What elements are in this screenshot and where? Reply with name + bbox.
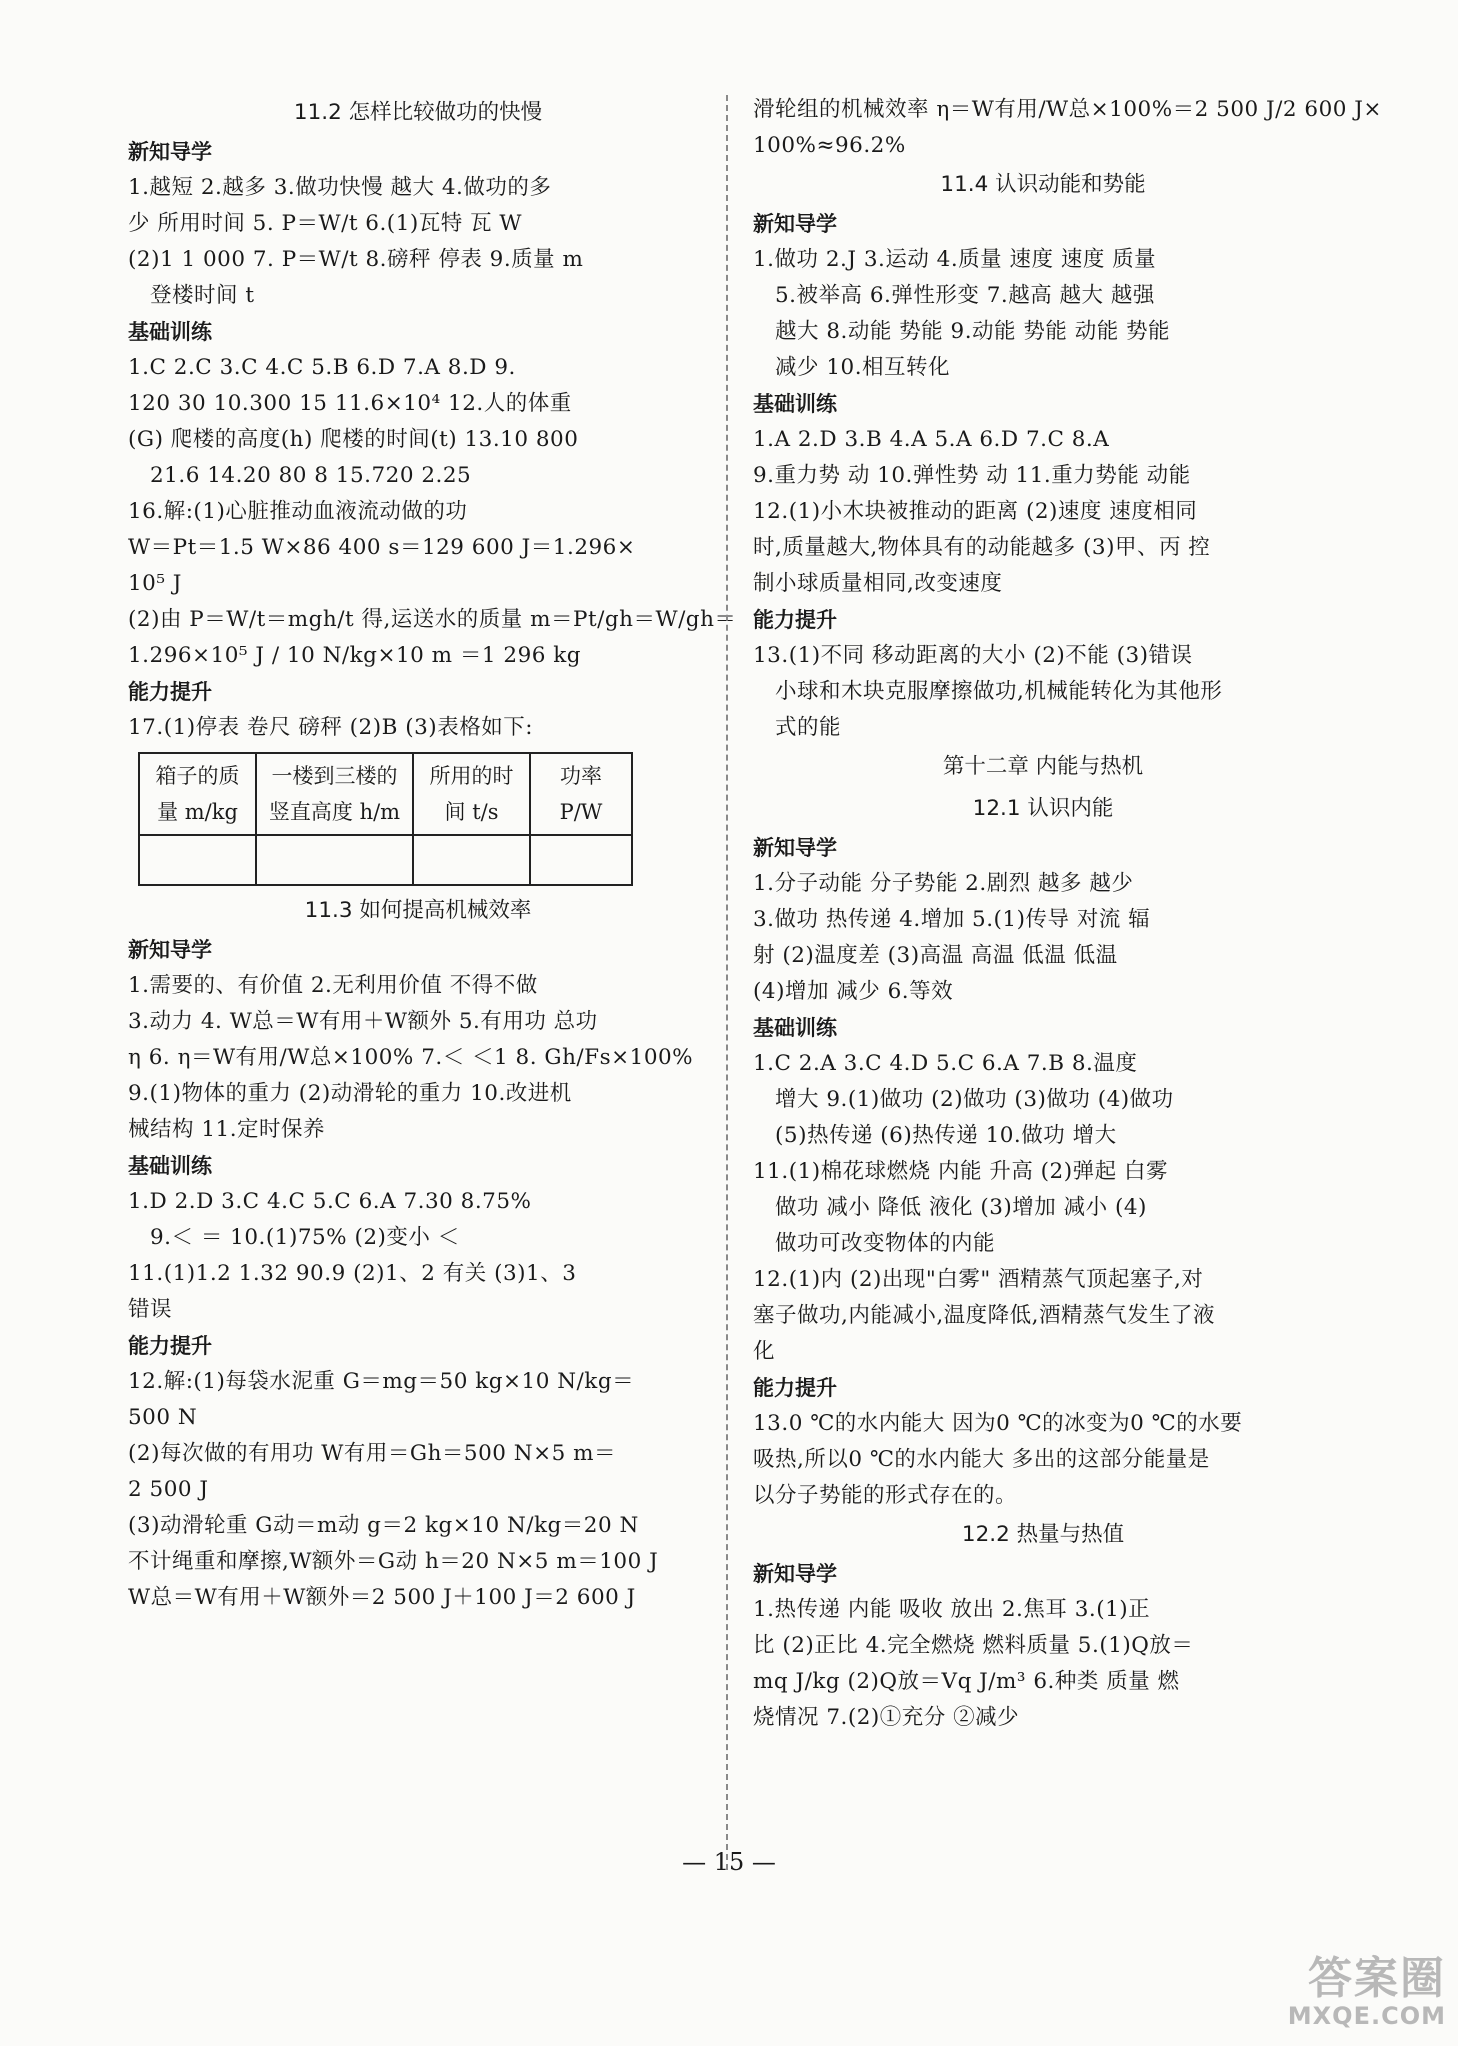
- answer-line: 塞子做功,内能减小,温度降低,酒精蒸气发生了液: [753, 1303, 1216, 1328]
- answer-line: 9.重力势 动 10.弹性势 动 11.重力势能 动能: [753, 463, 1191, 488]
- subsection-heading: 新知导学: [128, 140, 212, 164]
- left-column: [128, 92, 737, 1616]
- table-header-row: [139, 753, 632, 835]
- subsection-heading: 能力提升: [753, 608, 837, 632]
- table-row: [139, 835, 632, 885]
- answer-line: 11.(1)棉花球燃烧 内能 升高 (2)弹起 白雾: [753, 1159, 1168, 1184]
- table-header-cell: 所用的时间 t/s: [413, 753, 530, 835]
- answer-line: 500 N: [128, 1405, 198, 1430]
- answer-line: (G) 爬楼的高度(h) 爬楼的时间(t) 13.10 800: [128, 427, 579, 452]
- answer-line: 9.＜ ＝ 10.(1)75% (2)变小 ＜: [150, 1225, 460, 1250]
- answer-line: 1.分子动能 分子势能 2.剧烈 越多 越少: [753, 871, 1134, 896]
- answer-line: 13.(1)不同 移动距离的大小 (2)不能 (3)错误: [753, 643, 1193, 668]
- answer-line: 制小球质量相同,改变速度: [753, 571, 1003, 596]
- answer-line: 3.动力 4. W总＝W有用＋W额外 5.有用功 总功: [128, 1009, 598, 1034]
- answer-table: [138, 752, 633, 886]
- answer-line: 减少 10.相互转化: [775, 355, 951, 380]
- answer-line: 滑轮组的机械效率 η＝W有用/W总×100%＝2 500 J/2 600 J×: [753, 97, 1382, 122]
- page-number: — 15 —: [682, 1848, 776, 1876]
- answer-line: 越大 8.动能 势能 9.动能 势能 动能 势能: [775, 319, 1171, 344]
- subsection-heading: 新知导学: [753, 1562, 837, 1586]
- section-title: 12.1 认识内能: [972, 796, 1114, 821]
- answer-line: 械结构 11.定时保养: [128, 1117, 326, 1142]
- answer-line: 不计绳重和摩擦,W额外＝G动 h＝20 N×5 m＝100 J: [128, 1549, 659, 1574]
- answer-line: (2)每次做的有用功 W有用＝Gh＝500 N×5 m＝: [128, 1441, 617, 1466]
- answer-line: 登楼时间 t: [150, 283, 255, 308]
- answer-line: 1.需要的、有价值 2.无利用价值 不得不做: [128, 973, 538, 998]
- answer-line: 100%≈96.2%: [753, 133, 906, 158]
- answer-line: 16.解:(1)心脏推动血液流动做的功: [128, 499, 468, 524]
- subsection-heading: 能力提升: [128, 680, 212, 704]
- answer-line: 时,质量越大,物体具有的动能越多 (3)甲、丙 控: [753, 535, 1211, 560]
- table-header-cell: 一楼到三楼的竖直高度 h/m: [256, 753, 413, 835]
- answer-line: 射 (2)温度差 (3)高温 高温 低温 低温: [753, 943, 1118, 968]
- watermark: [1266, 1953, 1446, 2036]
- answer-line: 1.做功 2.J 3.运动 4.质量 速度 速度 质量: [753, 247, 1157, 272]
- section-title: 12.2 热量与热值: [961, 1522, 1125, 1547]
- answer-line: 2 500 J: [128, 1477, 209, 1502]
- page-number-value: 15: [713, 1848, 745, 1876]
- section-title: 11.4 认识动能和势能: [940, 172, 1146, 197]
- answer-line: 17.(1)停表 卷尺 磅秤 (2)B (3)表格如下:: [128, 715, 533, 740]
- answer-line: 12.(1)内 (2)出现"白雾" 酒精蒸气顶起塞子,对: [753, 1267, 1204, 1292]
- answer-line: W总＝W有用＋W额外＝2 500 J＋100 J＝2 600 J: [128, 1585, 636, 1610]
- answer-line: 12.解:(1)每袋水泥重 G＝mg＝50 kg×10 N/kg＝: [128, 1369, 635, 1394]
- answer-line: 3.做功 热传递 4.增加 5.(1)传导 对流 辐: [753, 907, 1151, 932]
- answer-line: (2)由 P＝W/t＝mgh/t 得,运送水的质量 m＝Pt/gh＝W/gh＝: [128, 607, 737, 632]
- answer-line: 1.C 2.A 3.C 4.D 5.C 6.A 7.B 8.温度: [753, 1051, 1138, 1076]
- table-header-cell: 功率 P/W: [530, 753, 632, 835]
- answer-line: 化: [753, 1339, 776, 1364]
- answer-line: 烧情况 7.(2)①充分 ②减少: [753, 1705, 1020, 1730]
- section-title: 11.2 怎样比较做功的快慢: [293, 100, 543, 125]
- answer-line: 1.296×10⁵ J / 10 N/kg×10 m ＝1 296 kg: [128, 643, 582, 668]
- subsection-heading: 新知导学: [128, 938, 212, 962]
- answer-line: 120 30 10.300 15 11.6×10⁴ 12.人的体重: [128, 391, 572, 416]
- answer-line: 1.A 2.D 3.B 4.A 5.A 6.D 7.C 8.A: [753, 427, 1110, 452]
- answer-line: (2)1 1 000 7. P＝W/t 8.磅秤 停表 9.质量 m: [128, 247, 584, 272]
- subsection-heading: 能力提升: [128, 1334, 212, 1358]
- section-title: 11.3 如何提高机械效率: [304, 898, 532, 923]
- answer-line: 12.(1)小木块被推动的距离 (2)速度 速度相同: [753, 499, 1198, 524]
- right-column: [753, 92, 1382, 1736]
- answer-line: 以分子势能的形式存在的。: [753, 1483, 1018, 1508]
- subsection-heading: 能力提升: [753, 1376, 837, 1400]
- answer-line: 1.越短 2.越多 3.做功快慢 越大 4.做功的多: [128, 175, 552, 200]
- answer-line: 少 所用时间 5. P＝W/t 6.(1)瓦特 瓦 W: [128, 211, 523, 236]
- answer-line: 11.(1)1.2 1.32 90.9 (2)1、2 有关 (3)1、3: [128, 1261, 577, 1286]
- table-cell: [256, 835, 413, 885]
- answer-line: 错误: [128, 1297, 173, 1322]
- answer-line: 10⁵ J: [128, 571, 182, 596]
- answer-line: 5.被举高 6.弹性形变 7.越高 越大 越强: [775, 283, 1155, 308]
- answer-line: 式的能: [775, 715, 842, 740]
- answer-line: 吸热,所以0 ℃的水内能大 多出的这部分能量是: [753, 1447, 1210, 1472]
- answer-line: 13.0 ℃的水内能大 因为0 ℃的冰变为0 ℃的水要: [753, 1411, 1243, 1436]
- subsection-heading: 基础训练: [128, 1154, 212, 1178]
- answer-line: 21.6 14.20 80 8 15.720 2.25: [150, 463, 472, 488]
- answer-line: 做功 减小 降低 液化 (3)增加 减小 (4): [775, 1195, 1147, 1220]
- table-cell: [139, 835, 256, 885]
- answer-line: (3)动滑轮重 G动＝m动 g＝2 kg×10 N/kg＝20 N: [128, 1513, 639, 1538]
- subsection-heading: 新知导学: [753, 836, 837, 860]
- column-divider: [726, 95, 730, 1870]
- answer-line: 小球和木块克服摩擦做功,机械能转化为其他形: [775, 679, 1223, 704]
- subsection-heading: 基础训练: [128, 320, 212, 344]
- watermark-logo: 答案圈: [1308, 1953, 1446, 2004]
- answer-line: 9.(1)物体的重力 (2)动滑轮的重力 10.改进机: [128, 1081, 572, 1106]
- table-cell: [530, 835, 632, 885]
- answer-line: 1.D 2.D 3.C 4.C 5.C 6.A 7.30 8.75%: [128, 1189, 532, 1214]
- table-header-cell: 箱子的质量 m/kg: [139, 753, 256, 835]
- answer-line: (4)增加 减少 6.等效: [753, 979, 954, 1004]
- section-title: 第十二章 内能与热机: [942, 754, 1144, 779]
- answer-line: 比 (2)正比 4.完全燃烧 燃料质量 5.(1)Q放＝: [753, 1633, 1194, 1658]
- subsection-heading: 基础训练: [753, 1016, 837, 1040]
- answer-line: 1.热传递 内能 吸收 放出 2.焦耳 3.(1)正: [753, 1597, 1151, 1622]
- watermark-url: MXQE.COM: [1287, 2002, 1446, 2030]
- answer-line: (5)热传递 (6)热传递 10.做功 增大: [775, 1123, 1117, 1148]
- answer-line: W＝Pt＝1.5 W×86 400 s＝129 600 J＝1.296×: [128, 535, 636, 560]
- table-cell: [413, 835, 530, 885]
- subsection-heading: 基础训练: [753, 392, 837, 416]
- answer-line: 做功可改变物体的内能: [775, 1231, 996, 1256]
- subsection-heading: 新知导学: [753, 212, 837, 236]
- answer-line: 1.C 2.C 3.C 4.C 5.B 6.D 7.A 8.D 9.: [128, 355, 516, 380]
- answer-line: η 6. η＝W有用/W总×100% 7.＜ ＜1 8. Gh/Fs×100%: [128, 1045, 694, 1070]
- answer-line: 增大 9.(1)做功 (2)做功 (3)做功 (4)做功: [775, 1087, 1174, 1112]
- answer-line: mq J/kg (2)Q放＝Vq J/m³ 6.种类 质量 燃: [753, 1669, 1180, 1694]
